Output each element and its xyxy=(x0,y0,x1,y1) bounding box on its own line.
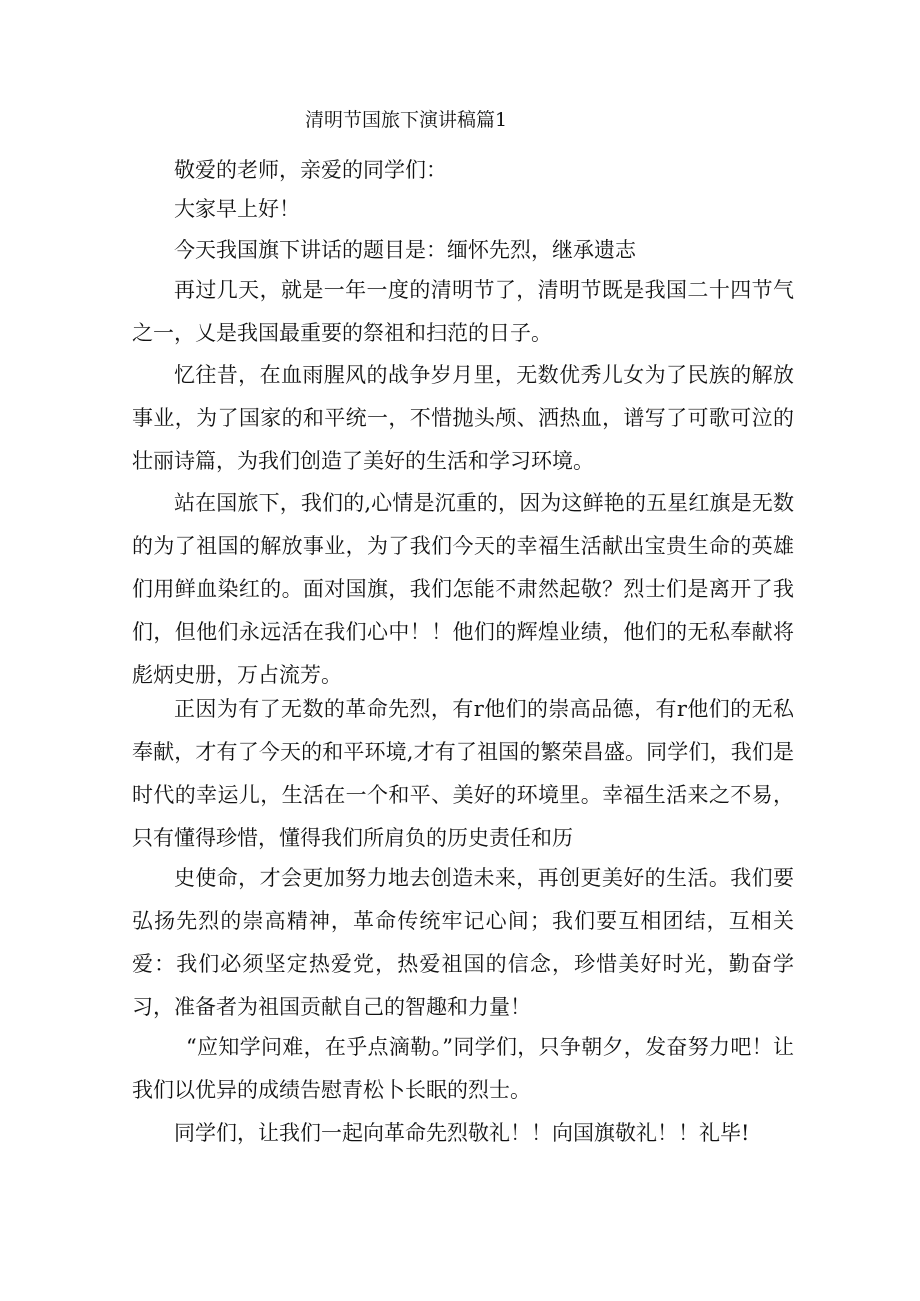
paragraph-topic: 今天我国旗下讲话的题目是：缅怀先烈，继承遗志 xyxy=(174,238,636,262)
paragraph-under-flag: 站在国旅下，我们的,心情是沉重的，因为这鲜艳的五星红旗是无数的为了祖国的解放事业，为了我们今天的幸福生活献出宝贵生命的英雄们用鲜血染红的。面对国旗，我们怎能不肃然起敬？烈士们是离开了我们，但他们永远活在我们心中！！他们的辉煌业绩，他们的无私奉献将彪炳史册，万占流芳。 xyxy=(132,491,794,687)
paragraph-greeting: 敬爱的老师，亲爱的同学们： xyxy=(174,158,447,182)
paragraph-quote: “应知学问难，在乎点滴勒。”同学们，只争朝夕，发奋努力吧！让我们以优异的成绩告慰青松卜长眠的烈士。 xyxy=(132,1035,794,1102)
paragraph-martyrs: 正因为有了无数的革命先烈，有r他们的崇高品德，有r他们的无私奉献，才有了今天的和平环境,才有了祖国的繁荣昌盛。同学们，我们是时代的幸运儿，生活在一个和平、美好的环境里。幸福生活来之不易，只有懂得珍惜，懂得我们所肩负的历史责任和历 xyxy=(132,697,794,850)
paragraph-qingming: 再过几天，就是一年一度的清明节了，清明节既是我国二十四节气之一，乂是我国最重要的祭祖和扫范的日子。 xyxy=(132,278,794,345)
paragraph-recall-past: 忆往昔，在血雨腥风的战争岁月里，无数优秀儿女为了民族的解放事业，为了国家的和平统一，不惜抛头颅、洒热血，谱写了可歌可泣的壮丽诗篇，为我们创造了美好的生活和学习环境。 xyxy=(132,363,794,473)
paragraph-mission: 史使命，才会更加努力地去创造未来，再创更美好的生活。我们要弘扬先烈的崇高精神，革命传统牢记心间；我们要互相团结，互相关爱：我们必须坚定热爱党，热爱祖国的信念，珍惜美好时光，勤奋学习，准备者为祖国贡献自己的智趣和力量！ xyxy=(132,866,794,1019)
paragraph-good-morning: 大家早上好！ xyxy=(174,197,300,221)
paragraph-salute: 同学们，让我们一起向革命先烈敬礼！！向国旗敬礼！！礼毕! xyxy=(174,1121,750,1145)
document-title: 清明节国旅下演讲稿篇1 xyxy=(305,109,508,131)
